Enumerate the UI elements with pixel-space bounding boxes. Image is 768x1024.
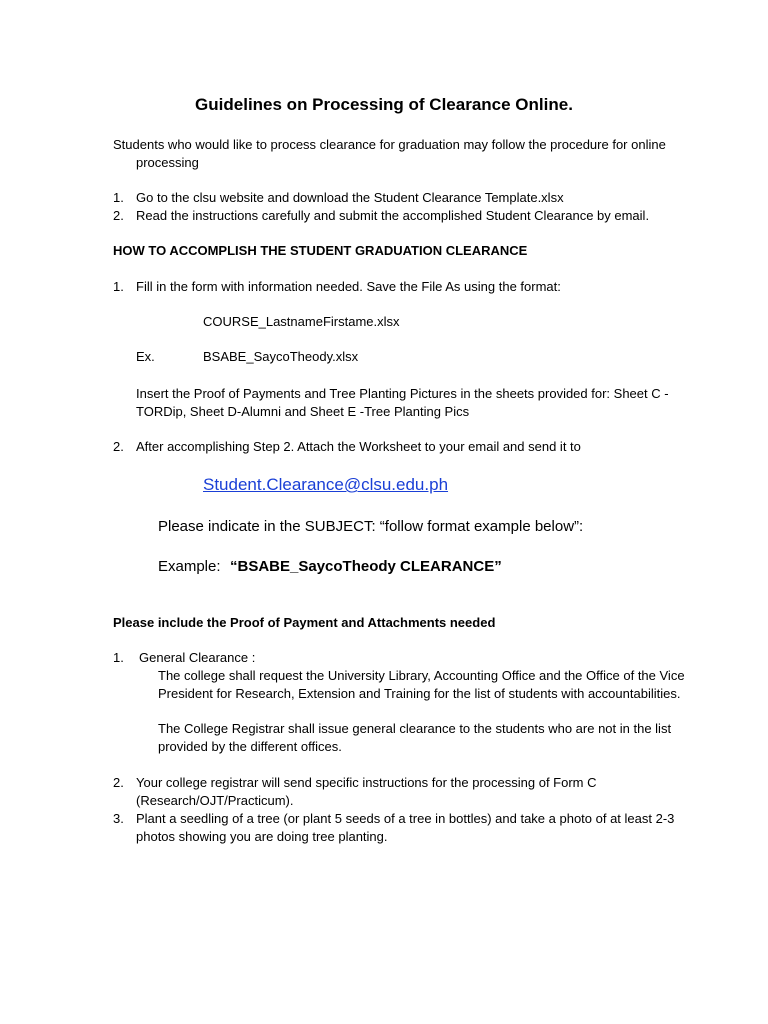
item-paragraph-line: provided by the different offices. — [158, 739, 342, 754]
item-paragraph-line: The college shall request the University Library, Accounting Office and the Office of the Vice — [158, 668, 685, 683]
item-number: 1. — [113, 650, 124, 665]
step-text: After accomplishing Step 2. Attach the Worksheet to your email and send it to — [136, 439, 581, 454]
item-paragraph-line: The College Registrar shall issue general clearance to the students who are not in the list — [158, 721, 672, 736]
item-paragraph-line: President for Research, Extension and Training for the list of students with accountabilities. — [158, 686, 681, 701]
insert-line-2: TORDip, Sheet D-Alumni and Sheet E -Tree Planting Pics — [136, 404, 470, 419]
step-number: 1. — [113, 279, 124, 294]
step-number: 2. — [113, 439, 124, 454]
section-heading-include: Please include the Proof of Payment and Attachments needed — [113, 615, 496, 630]
filename-format: COURSE_LastnameFirstame.xlsx — [203, 314, 400, 329]
subject-instruction: Please indicate in the SUBJECT: “follow format example below”: — [158, 518, 584, 535]
step-text: Fill in the form with information needed. Save the File As using the format: — [136, 279, 561, 294]
intro-line-1: Students who would like to process clearance for graduation may follow the procedure for online — [113, 137, 666, 152]
section-heading-accomplish: HOW TO ACCOMPLISH THE STUDENT GRADUATION CLEARANCE — [113, 243, 528, 258]
item-number: 2. — [113, 775, 124, 790]
item-text-line: Your college registrar will send specific instructions for the processing of Form C — [136, 775, 597, 790]
example-filename: BSABE_SaycoTheody.xlsx — [203, 349, 359, 364]
item-title: General Clearance : — [139, 650, 256, 665]
step-text: Read the instructions carefully and submit the accomplished Student Clearance by email. — [136, 208, 650, 223]
insert-line-1: Insert the Proof of Payments and Tree Planting Pictures in the sheets provided for: Sheet C - — [136, 386, 669, 401]
step-text: Go to the clsu website and download the Student Clearance Template.xlsx — [136, 190, 564, 205]
example-label: Ex. — [136, 349, 155, 364]
example-subject-value: “BSABE_SaycoTheody CLEARANCE” — [230, 558, 502, 575]
example-subject-label: Example: — [158, 558, 221, 575]
page-title: Guidelines on Processing of Clearance Online. — [195, 95, 573, 114]
item-text-line: (Research/OJT/Practicum). — [136, 793, 294, 808]
step-number: 1. — [113, 190, 124, 205]
step-number: 2. — [113, 208, 124, 223]
item-text-line: photos showing you are doing tree planting. — [136, 829, 388, 844]
email-link[interactable]: Student.Clearance@clsu.edu.ph — [203, 475, 449, 494]
item-number: 3. — [113, 811, 124, 826]
item-text-line: Plant a seedling of a tree (or plant 5 seeds of a tree in bottles) and take a photo of at least 2-3 — [136, 811, 675, 826]
intro-line-2: processing — [136, 155, 199, 170]
